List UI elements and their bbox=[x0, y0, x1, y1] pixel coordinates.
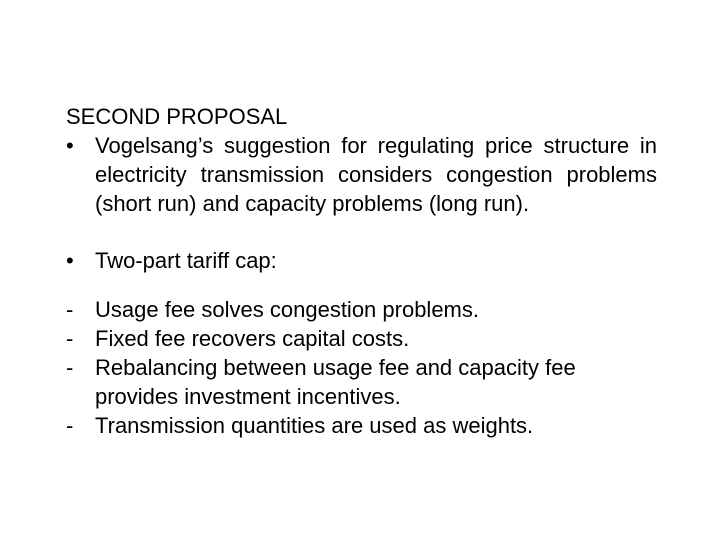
dash-item-text: Transmission quantities are used as weights. bbox=[95, 413, 534, 438]
slide-heading: SECOND PROPOSAL bbox=[66, 104, 288, 129]
bullet-item bbox=[66, 246, 657, 275]
bullet-marker: • bbox=[66, 248, 74, 273]
bullet-marker: • bbox=[66, 133, 74, 158]
slide-content bbox=[66, 102, 657, 440]
dash-item-text: Fixed fee recovers capital costs. bbox=[95, 326, 410, 351]
dash-item-text: Rebalancing between usage fee and capacity fee provides investment incentives. bbox=[95, 355, 576, 409]
dash-item bbox=[66, 324, 657, 353]
bullet-item bbox=[66, 131, 657, 218]
bullet-text: Vogelsang’s suggestion for regulating price structure in electricity transmission considers congestion problems (short run) and capacity problems (long run). bbox=[95, 133, 657, 216]
dash-marker: - bbox=[66, 326, 74, 351]
dash-item bbox=[66, 295, 657, 324]
dash-item-text: Usage fee solves congestion problems. bbox=[95, 297, 479, 322]
dash-marker: - bbox=[66, 297, 74, 322]
dash-marker: - bbox=[66, 413, 74, 438]
dash-list bbox=[66, 295, 657, 440]
dash-item bbox=[66, 411, 657, 440]
bullet-text: Two-part tariff cap: bbox=[95, 248, 277, 273]
dash-marker: - bbox=[66, 355, 74, 380]
dash-item bbox=[66, 353, 657, 411]
